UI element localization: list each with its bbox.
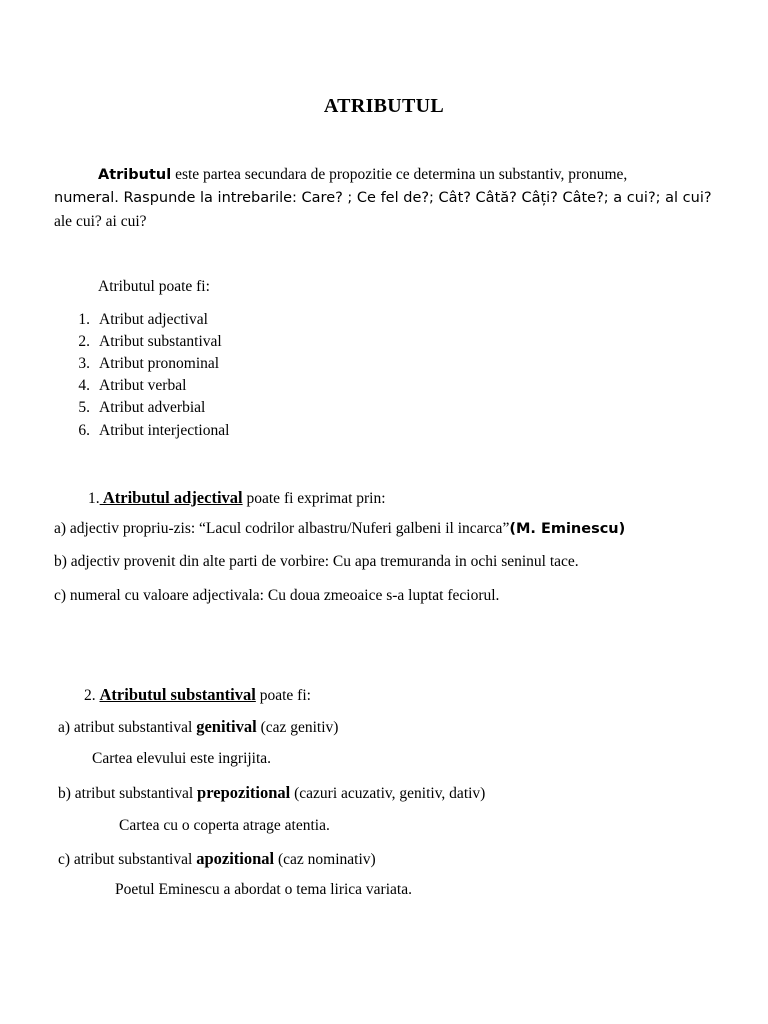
section-1-heading (88, 488, 386, 508)
section-2-item-a-post: (caz genitiv) (256, 719, 339, 736)
list-item (66, 311, 208, 329)
section-1-item-b: b) adjectiv provenit din alte parti de vorbire: Cu apa tremuranda in ochi seninul tace. (54, 553, 579, 570)
intro-line-1 (98, 166, 627, 184)
list-item-number: 3. (78, 355, 90, 372)
section-1-intro: poate fi exprimat prin: (242, 490, 386, 507)
section-2-item-b-example: Cartea cu o coperta atrage atentia. (119, 817, 330, 834)
section-2-item-b-post: (cazuri acuzativ, genitiv, dativ) (290, 785, 486, 802)
intro-line-3: ale cui? ai cui? (54, 213, 147, 230)
section-1-item-a-text: a) adjectiv propriu-zis: “Lacul codrilor albastru/Nuferi galbeni il incarca” (54, 520, 510, 537)
intro-line-1-text: este partea secundara de propozitie ce determina un substantiv, pronume, (171, 166, 628, 183)
list-item-label: Atribut adjectival (99, 311, 208, 328)
list-item (66, 399, 205, 417)
list-item-number: 6. (78, 422, 90, 439)
section-2-item-c (58, 849, 376, 869)
list-item-label: Atribut adverbial (99, 399, 206, 416)
list-item-label: Atribut interjectional (99, 422, 230, 439)
list-item-label: Atribut verbal (99, 377, 187, 394)
list-item-number: 2. (78, 333, 90, 350)
section-2-item-c-term: apozitional (196, 849, 275, 868)
section-1-item-a-source: (M. Eminescu) (509, 521, 626, 537)
section-2-title: Atributul substantival (99, 685, 256, 704)
section-2-item-c-example: Poetul Eminescu a abordat o tema lirica variata. (115, 881, 412, 898)
section-2-item-b-pre: b) atribut substantival (58, 785, 198, 802)
document-title: ATRIBUTUL (323, 95, 445, 117)
intro-term: Atributul (98, 167, 172, 183)
section-2-item-a-term: genitival (196, 717, 257, 736)
section-2-item-a-example: Cartea elevului este ingrijita. (92, 750, 272, 767)
list-item-label: Atribut pronominal (99, 355, 220, 372)
section-2-number: 2. (84, 687, 96, 704)
section-2-item-a (58, 717, 338, 737)
section-1-item-a (54, 520, 625, 538)
section-2-intro: poate fi: (255, 687, 311, 704)
list-item (66, 377, 186, 395)
section-1-item-c: c) numeral cu valoare adjectivala: Cu doua zmeoaice s-a luptat feciorul. (54, 587, 500, 604)
list-item-number: 5. (78, 399, 90, 416)
section-2-item-b (58, 783, 485, 803)
section-1-number: 1. (88, 490, 100, 507)
list-item-label: Atribut substantival (99, 333, 222, 350)
section-2-item-c-post: (caz nominativ) (274, 851, 376, 868)
section-2-heading (84, 685, 311, 705)
section-2-item-a-pre: a) atribut substantival (58, 719, 197, 736)
list-item (66, 422, 229, 440)
types-heading: Atributul poate fi: (98, 278, 210, 295)
list-item-number: 4. (78, 377, 90, 394)
section-2-item-b-term: prepozitional (197, 783, 291, 802)
intro-line-2: numeral. Raspunde la intrebarile: Care? ; Ce fel de?; Cât? Câtă? Câți? Câte?; a cui?; al cui? (54, 190, 712, 206)
section-1-title: Atributul adjectival (99, 488, 243, 507)
list-item-number: 1. (78, 311, 90, 328)
section-2-item-c-pre: c) atribut substantival (58, 851, 197, 868)
list-item (66, 355, 219, 373)
list-item (66, 333, 222, 351)
